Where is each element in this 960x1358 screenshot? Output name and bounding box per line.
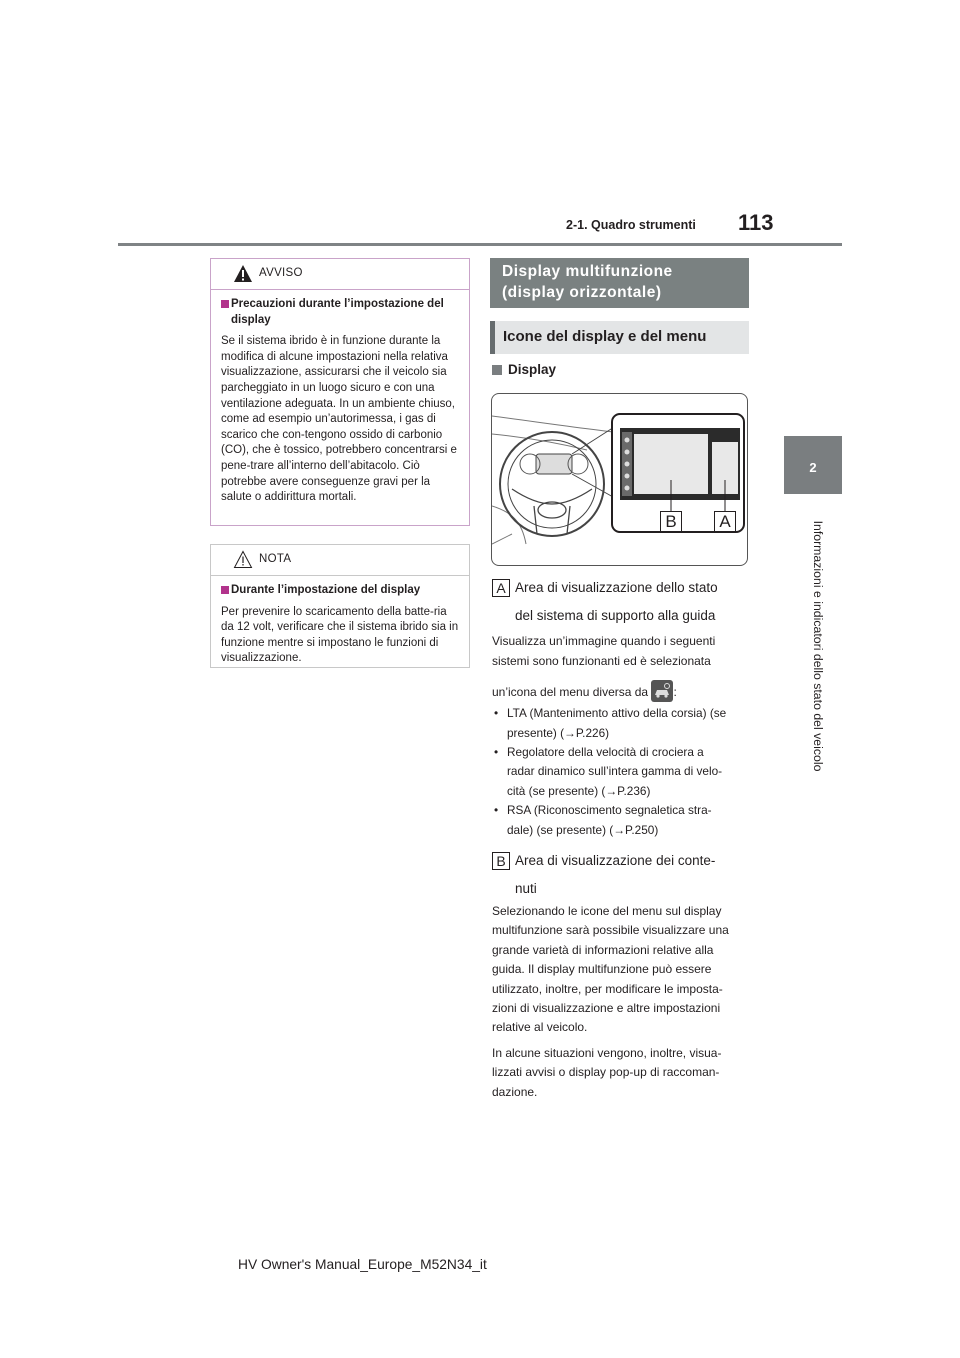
bullet-lta-line1: • LTA (Mantenimento attivo della corsia) (se xyxy=(507,706,727,721)
item-b-line9: lizzati avvisi o display pop-up di raccoman- xyxy=(492,1065,720,1080)
item-b-text xyxy=(492,902,750,1102)
item-b-line4: guida. Il display multifunzione può essere xyxy=(492,962,712,977)
header-rule xyxy=(118,243,842,246)
item-a-text-line1: Visualizza un’immagine quando i seguenti xyxy=(492,634,716,648)
item-b-caption-line2: nuti xyxy=(515,881,537,896)
bullet-cruise-line3: cità (se presente) (→P.236) xyxy=(507,783,651,798)
item-b-line2: multifunzione sarà possibile visualizzare una xyxy=(492,923,729,938)
chapter-number: 2 xyxy=(809,460,817,475)
item-b-letter: B xyxy=(492,852,510,870)
warning-label: AVVISO xyxy=(259,267,303,279)
chapter-title-vertical xyxy=(806,508,830,784)
bullet-rsa xyxy=(492,801,750,840)
warning-box-header xyxy=(211,259,469,290)
bullet-lta xyxy=(492,704,750,743)
note-box xyxy=(210,544,470,668)
item-b-line10: dazione. xyxy=(492,1084,538,1099)
caution-triangle-icon xyxy=(233,550,253,569)
warning-box xyxy=(210,258,470,526)
item-b-line3: grande varietà di informazioni relative alla xyxy=(492,942,714,957)
main-heading-line2: (display orizzontale) xyxy=(502,284,662,301)
note-label: NOTA xyxy=(259,553,292,565)
item-b-line6: zioni di visualizzazione e altre impostazioni xyxy=(492,1001,721,1016)
note-box-header xyxy=(211,545,469,576)
note-text: Per prevenire lo scaricamento della batte-ria da 12 volt, verificare che il sistema ibrido sia in funzione mentre si impostano le funzioni di visualizzazione. xyxy=(221,605,459,665)
warning-item-title: Precauzioni durante l’impostazione del display xyxy=(221,297,459,328)
warning-triangle-icon xyxy=(233,264,253,283)
main-heading xyxy=(490,258,749,308)
item-b-line1: Selezionando le icone del menu sul display xyxy=(492,904,722,918)
item-b-line5: utilizzato, inoltre, per modificare le imposta- xyxy=(492,981,723,996)
warning-box-body xyxy=(211,290,469,514)
item-a-caption-line1: Area di visualizzazione dello stato xyxy=(515,580,718,595)
item-a-text-line3b: : xyxy=(673,684,677,699)
chapter-title: Informazioni e indicatori dello stato del veicolo xyxy=(811,520,825,772)
bullet-cruise-control xyxy=(492,743,750,801)
dashboard-drawing xyxy=(492,394,748,566)
bullet-lta-line2: presente) (→P.226) xyxy=(507,725,610,740)
item-a-text-line2: sistemi sono funzionanti ed è selezionata xyxy=(492,654,711,669)
bullet-rsa-line2: dale) (se presente) (→P.250) xyxy=(507,822,659,837)
main-heading-line1: Display multifunzione xyxy=(502,263,673,280)
item-a-text-line3 xyxy=(492,680,750,702)
footer-text: HV Owner's Manual_Europe_M52N34_it xyxy=(238,1257,487,1272)
note-item-title: Durante l’impostazione del display xyxy=(221,583,459,599)
bullet-rsa-line1: • RSA (Riconoscimento segnaletica stra- xyxy=(507,803,712,818)
figure-label-b: B xyxy=(660,511,682,533)
dashboard-illustration xyxy=(491,393,748,566)
item-b-line7: relative al veicolo. xyxy=(492,1020,588,1035)
item-a-letter: A xyxy=(492,579,510,597)
chapter-tab xyxy=(784,436,842,494)
figure-label-a: A xyxy=(714,511,736,533)
warning-text: Se il sistema ibrido è in funzione durante la modifica di alcune impostazioni nella relativa visualizzazione, assicurarsi che il veicolo sia parcheggiato in un luogo sicuro e con una ventilazione adeguata. In un ambiente chiuso, come ad esempio un’autorimessa, i gas di scarico che con-tengono ossido di carbonio (CO), che è tossico, potrebbero concentrarsi e pene-trare all’interno dell’abitacolo. Ciò potrebbe avere conseguenze gravi per la salute o addirittura mortali. xyxy=(221,335,457,504)
item-a-caption-line2: del sistema di supporto alla guida xyxy=(515,608,716,623)
item-a-text-line3a: un’icona del menu diversa da xyxy=(492,684,649,699)
cluster-small xyxy=(536,454,572,474)
bullet-cruise-line2: radar dinamico sull’intera gamma di velo- xyxy=(507,764,723,779)
item-b-caption-line1: Area di visualizzazione dei conte- xyxy=(515,853,716,868)
page-number: 113 xyxy=(738,210,774,235)
bullet-cruise-line1: • Regolatore della velocità di crociera a xyxy=(507,745,704,760)
section-title: 2-1. Quadro strumenti xyxy=(566,218,696,232)
item-a-text xyxy=(492,632,750,840)
driving-assist-icon xyxy=(651,680,673,702)
item-b-line8: In alcune situazioni vengono, inoltre, visua- xyxy=(492,1045,722,1060)
note-box-body xyxy=(211,576,469,675)
sub-heading: Icone del display e del menu xyxy=(490,321,749,354)
display-section-label: Display xyxy=(492,362,556,377)
steering-wheel xyxy=(500,432,604,536)
